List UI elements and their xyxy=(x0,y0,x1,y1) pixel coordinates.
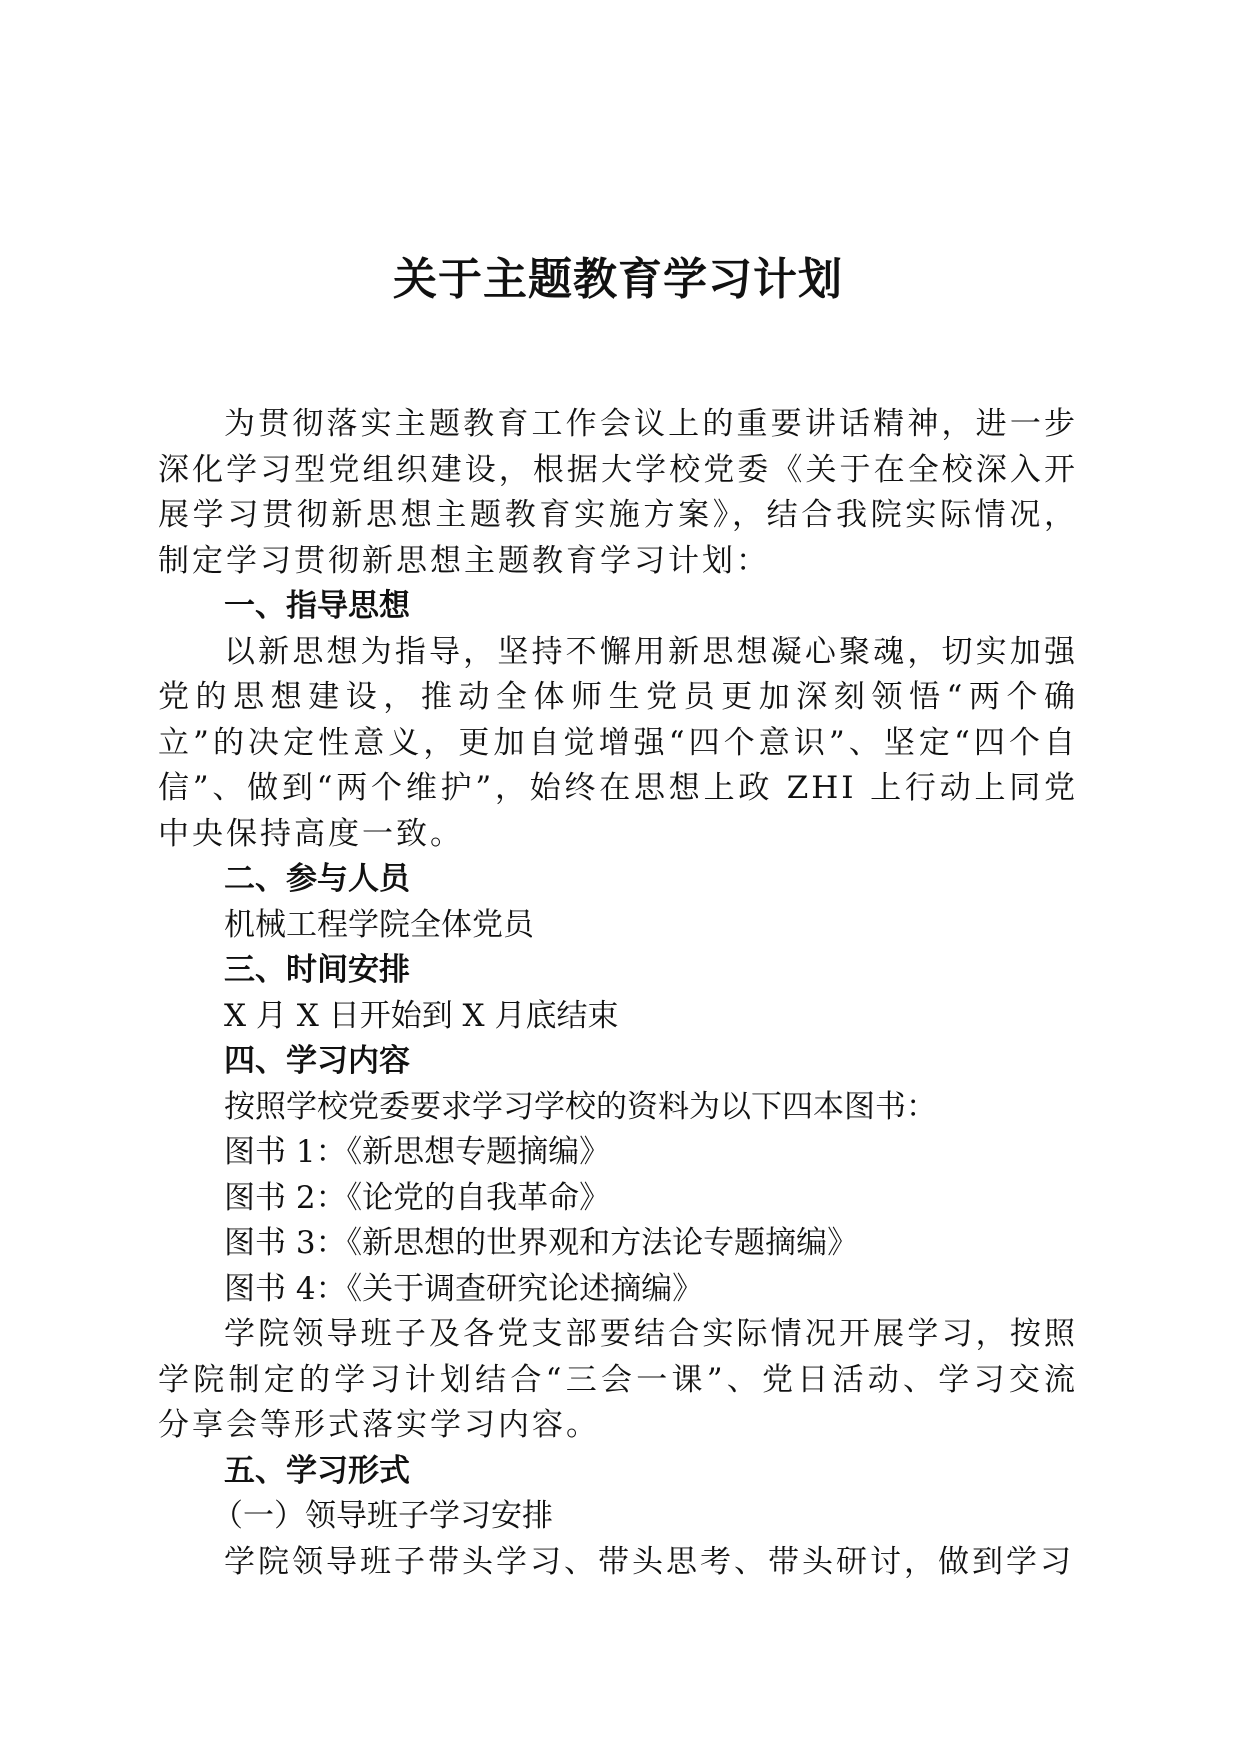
schedule-text: X 月 X 日开始到 X 月底结束 xyxy=(224,997,619,1034)
book-item-4: 图书 4：《关于调查研究论述摘编》 xyxy=(224,1270,704,1307)
participants-text: 机械工程学院全体党员 xyxy=(224,906,534,943)
guiding-thought-paragraph: 以新思想为指导，坚持不懈用新思想凝心聚魂，切实加强党的思想建设，推动全体师生党员更加深刻领悟“两个确立”的决定性意义，更加自觉增强“四个意识”、坚定“四个自信”、做到“两个维护”，始终在思想上政 ZHI 上行动上同党中央保持高度一致。 xyxy=(158,633,1078,852)
intro-paragraph: 为贯彻落实主题教育工作会议上的重要讲话精神，进一步深化学习型党组织建设，根据大学校党委《关于在全校深入开展学习贯彻新思想主题教育实施方案》，结合我院实际情况，制定学习贯彻新思想主题教育学习计划： xyxy=(158,406,1078,579)
section-heading-format: 五、学习形式 xyxy=(224,1452,410,1489)
content-intro: 按照学校党委要求学习学校的资料为以下四本图书： xyxy=(224,1088,937,1125)
section-heading-schedule: 三、时间安排 xyxy=(224,952,410,988)
document-title: 关于主题教育学习计划 xyxy=(393,254,843,305)
leadership-study-paragraph: 学院领导班子带头学习、带头思考、带头研讨，做到学习 xyxy=(224,1543,1074,1580)
book-item-1: 图书 1：《新思想专题摘编》 xyxy=(224,1134,611,1170)
section-heading-participants: 二、参与人员 xyxy=(224,861,410,897)
section-heading-content: 四、学习内容 xyxy=(224,1043,410,1079)
subheading-leadership-study: （一）领导班子学习安排 xyxy=(212,1498,553,1534)
content-closing-paragraph: 学院领导班子及各党支部要结合实际情况开展学习，按照学院制定的学习计划结合“三会一课”、党日活动、学习交流分享会等形式落实学习内容。 xyxy=(158,1316,1078,1443)
book-item-3: 图书 3：《新思想的世界观和方法论专题摘编》 xyxy=(224,1225,859,1261)
book-item-2: 图书 2：《论党的自我革命》 xyxy=(224,1179,611,1216)
document-page xyxy=(158,250,1078,1585)
section-heading-guiding-thought: 一、指导思想 xyxy=(224,588,410,624)
